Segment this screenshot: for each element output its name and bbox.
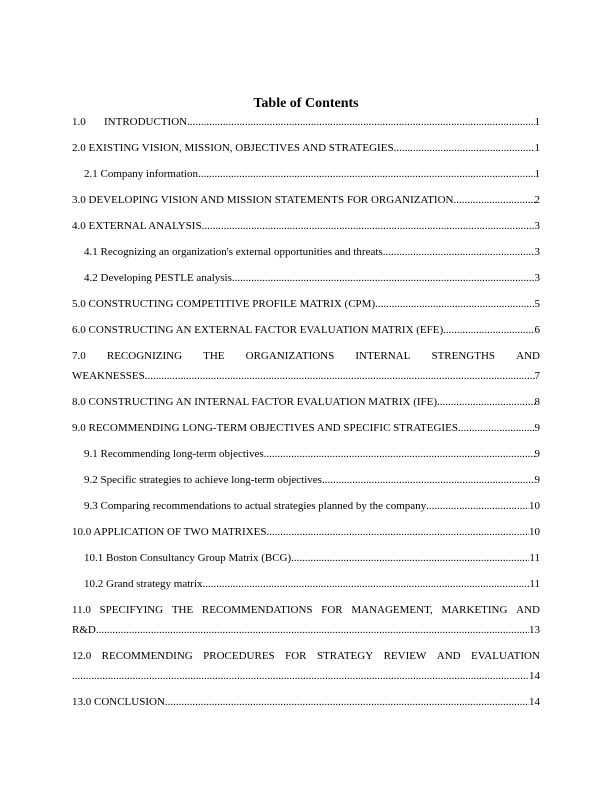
dot-leader — [72, 666, 529, 686]
toc-entry-page: 8 — [534, 396, 540, 408]
dot-leader — [426, 496, 529, 516]
toc-entry-page: 5 — [534, 298, 540, 310]
toc-entry-text: 10.2 Grand strategy matrix — [84, 578, 203, 590]
toc-entry-page: 1 — [534, 168, 540, 180]
toc-entry-efe[interactable] — [72, 320, 540, 340]
toc-entry-long-term-objectives[interactable] — [72, 418, 540, 438]
toc-entry-page: 3 — [534, 246, 540, 258]
toc-entry-text: 9.0 RECOMMENDING LONG-TERM OBJECTIVES AND SPECIFIC STRATEGIES — [72, 422, 458, 434]
toc-entry-strategy-review[interactable] — [72, 646, 540, 686]
toc-entry-page: 9 — [534, 448, 540, 460]
toc-entry-conclusion[interactable] — [72, 692, 540, 712]
dot-leader — [187, 112, 534, 132]
toc-entry-page: 14 — [529, 670, 540, 682]
toc-entry-text: 2.0 EXISTING VISION, MISSION, OBJECTIVES AND STRATEGIES — [72, 142, 394, 154]
toc-entry-text: 8.0 CONSTRUCTING AN INTERNAL FACTOR EVALUATION MATRIX (IFE) — [72, 396, 438, 408]
toc-entry-text: 5.0 CONSTRUCTING COMPETITIVE PROFILE MATRIX (CPM) — [72, 298, 376, 310]
toc-entry-text: 2.1 Company information — [84, 168, 198, 180]
dot-leader — [453, 190, 534, 210]
toc-entry-opportunities-threats[interactable] — [72, 242, 540, 262]
toc-entry-two-matrixes[interactable] — [72, 522, 540, 542]
dot-leader — [437, 392, 534, 412]
toc-entry-text: 10.0 APPLICATION OF TWO MATRIXES — [72, 526, 267, 538]
toc-entry-text-line1: 7.0 RECOGNIZING THE ORGANIZATIONS INTERNAL STRENGTHS AND — [72, 350, 540, 362]
toc-entry-page: 14 — [529, 696, 540, 708]
dot-leader — [383, 242, 535, 262]
toc-entry-page: 3 — [534, 220, 540, 232]
toc-entry-page: 7 — [534, 370, 540, 382]
dot-leader — [203, 574, 530, 594]
dot-leader — [266, 522, 529, 542]
toc-entry-page: 13 — [529, 624, 540, 636]
dot-leader — [291, 548, 529, 568]
dot-leader — [96, 620, 529, 640]
toc-entry-page: 1 — [534, 116, 540, 128]
toc-entry-page: 2 — [534, 194, 540, 206]
toc-entry-strengths-weaknesses[interactable] — [72, 346, 540, 386]
dot-leader — [232, 268, 535, 288]
toc-entry-number: 1.0 — [72, 116, 86, 128]
toc-entry-page: 11 — [529, 578, 540, 590]
dot-leader — [443, 320, 534, 340]
toc-entry-text-line2: WEAKNESSES — [72, 370, 145, 382]
toc-entry-recommending-objectives[interactable] — [72, 444, 540, 464]
toc-entry-text: 9.3 Comparing recommendations to actual strategies planned by the company — [84, 500, 427, 512]
toc-entry-text: INTRODUCTION — [104, 116, 188, 128]
dot-leader — [198, 164, 535, 184]
toc-entry-page: 3 — [534, 272, 540, 284]
dot-leader — [264, 444, 535, 464]
toc-entry-page: 10 — [529, 526, 540, 538]
toc-entry-text: 4.0 EXTERNAL ANALYSIS — [72, 220, 202, 232]
toc-entry-page: 11 — [529, 552, 540, 564]
toc-entry-page: 6 — [534, 324, 540, 336]
toc-entry-existing-vision[interactable] — [72, 138, 540, 158]
toc-entry-text: 10.1 Boston Consultancy Group Matrix (BCG) — [84, 552, 292, 564]
toc-entry-ife[interactable] — [72, 392, 540, 412]
dot-leader — [458, 418, 535, 438]
toc-entry-bcg[interactable] — [72, 548, 540, 568]
toc-entry-page: 9 — [534, 422, 540, 434]
toc-entry-text: 13.0 CONCLUSION — [72, 696, 165, 708]
toc-entry-external-analysis[interactable] — [72, 216, 540, 236]
toc-entry-text: 4.1 Recognizing an organization's external opportunities and threats — [84, 246, 383, 258]
dot-leader — [202, 216, 535, 236]
toc-entry-text: 3.0 DEVELOPING VISION AND MISSION STATEMENTS FOR ORGANIZATION — [72, 194, 454, 206]
dot-leader — [165, 692, 529, 712]
dot-leader — [145, 366, 535, 386]
toc-entry-cpm[interactable] — [72, 294, 540, 314]
toc-entry-page: 1 — [534, 142, 540, 154]
toc-entry-text: 9.1 Recommending long-term objectives — [84, 448, 264, 460]
toc-entry-grand-strategy[interactable] — [72, 574, 540, 594]
toc-entry-specifying-recommendations[interactable] — [72, 600, 540, 640]
toc-entry-developing-vision[interactable] — [72, 190, 540, 210]
toc-entry-text-line1: 12.0 RECOMMENDING PROCEDURES FOR STRATEGY REVIEW AND EVALUATION — [72, 650, 540, 662]
toc-entry-page: 9 — [534, 474, 540, 486]
toc-entry-text: 4.2 Developing PESTLE analysis — [84, 272, 232, 284]
dot-leader — [375, 294, 534, 314]
toc-entry-specific-strategies[interactable] — [72, 470, 540, 490]
toc-entry-text-line2: R&D — [72, 624, 96, 636]
toc-entry-text: 9.2 Specific strategies to achieve long-term objectives — [84, 474, 322, 486]
dot-leader — [322, 470, 535, 490]
toc-entry-text: 6.0 CONSTRUCTING AN EXTERNAL FACTOR EVALUATION MATRIX (EFE) — [72, 324, 444, 336]
page-title: Table of Contents — [253, 96, 359, 111]
toc-entry-introduction[interactable] — [72, 112, 540, 132]
toc-entry-page: 10 — [529, 500, 540, 512]
dot-leader — [394, 138, 535, 158]
toc-entry-text-line1: 11.0 SPECIFYING THE RECOMMENDATIONS FOR MANAGEMENT, MARKETING AND — [72, 604, 540, 616]
toc-entry-comparing-recommendations[interactable] — [72, 496, 540, 516]
toc-entry-pestle[interactable] — [72, 268, 540, 288]
toc-entry-company-information[interactable] — [72, 164, 540, 184]
